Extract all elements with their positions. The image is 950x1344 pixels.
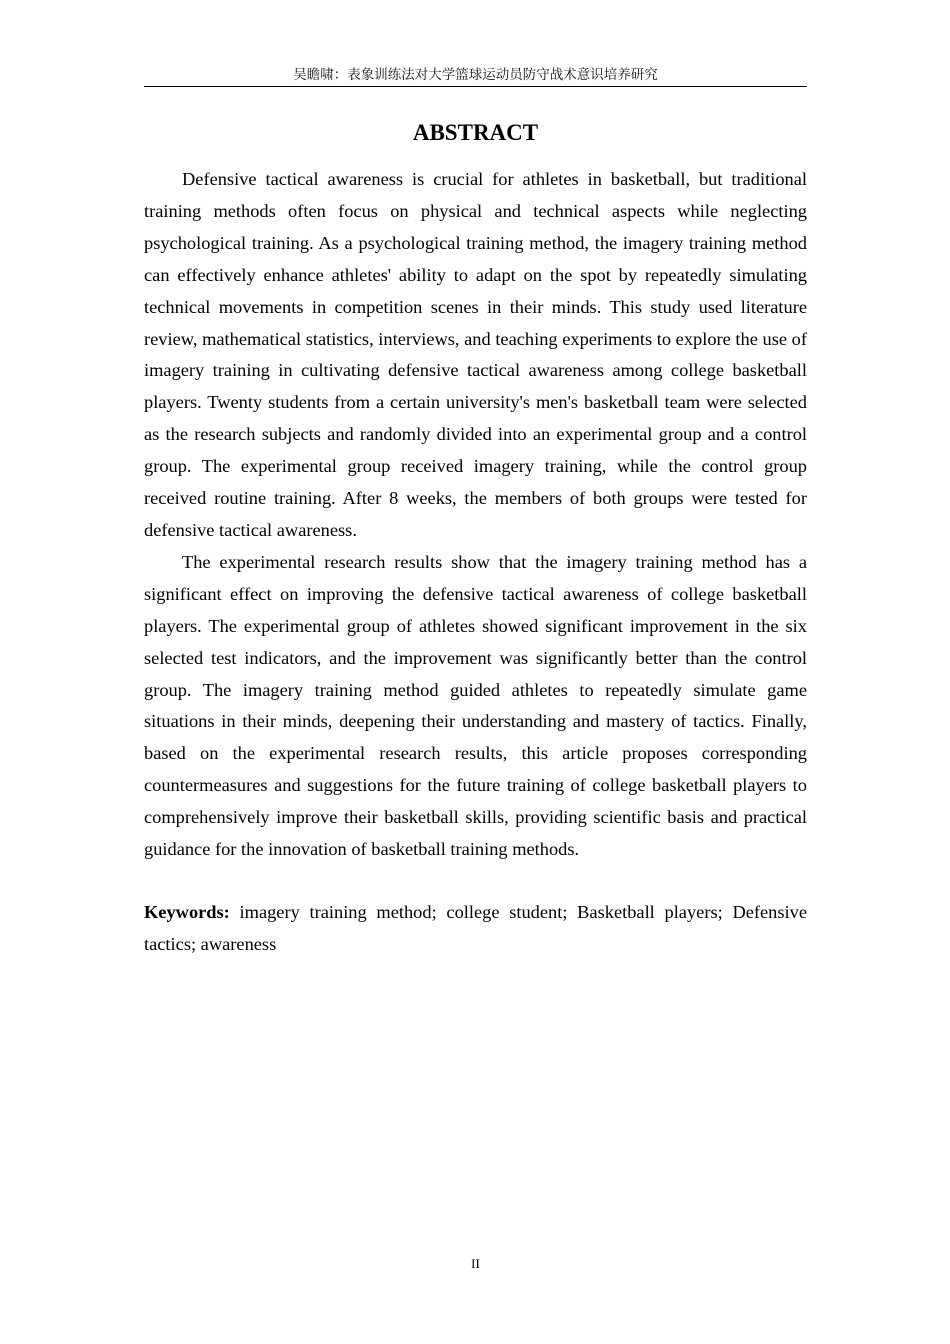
- keywords-label: Keywords:: [144, 902, 230, 922]
- abstract-title: ABSTRACT: [412, 120, 539, 145]
- keywords-line: [144, 897, 807, 961]
- abstract-body: [144, 164, 807, 866]
- abstract-paragraph-2: The experimental research results show that the imagery training method has a significant effect on improving the defensive tactical awareness of college basketball players. The experimental group of athletes showed significant improvement in the six selected test indicators, and the improvement was significantly better than the control group. The imagery training method guided athletes to repeatedly simulate game situations in their minds, deepening their understanding and mastery of tactics. Finally, based on the experimental research results, this article proposes corresponding countermeasures and suggestions for the future training of college basketball players to comprehensively improve their basketball skills, providing scientific basis and practical guidance for the innovation of basketball training methods.: [144, 551, 807, 860]
- running-header: 吴瞻啸：表象训练法对大学篮球运动员防守战术意识培养研究: [293, 67, 658, 83]
- header-rule: [144, 86, 807, 87]
- keywords-text: imagery training method; college student; Basketball players; Defensive tactics; awareness: [144, 902, 807, 954]
- abstract-paragraph-1: Defensive tactical awareness is crucial for athletes in basketball, but traditional training methods often focus on physical and technical aspects while neglecting psychological training. As a psychological training method, the imagery training method can effectively enhance athletes' ability to adapt on the spot by repeatedly simulating technical movements in competition scenes in their minds. This study used literature review, mathematical statistics, interviews, and teaching experiments to explore the use of imagery training in cultivating defensive tactical awareness among college basketball players. Twenty students from a certain university's men's basketball team were selected as the research subjects and randomly divided into an experimental group and a control group. The experimental group received imagery training, while the control group received routine training. After 8 weeks, the members of both groups were tested for defensive tactical awareness.: [144, 169, 807, 540]
- page-number: II: [471, 1256, 480, 1271]
